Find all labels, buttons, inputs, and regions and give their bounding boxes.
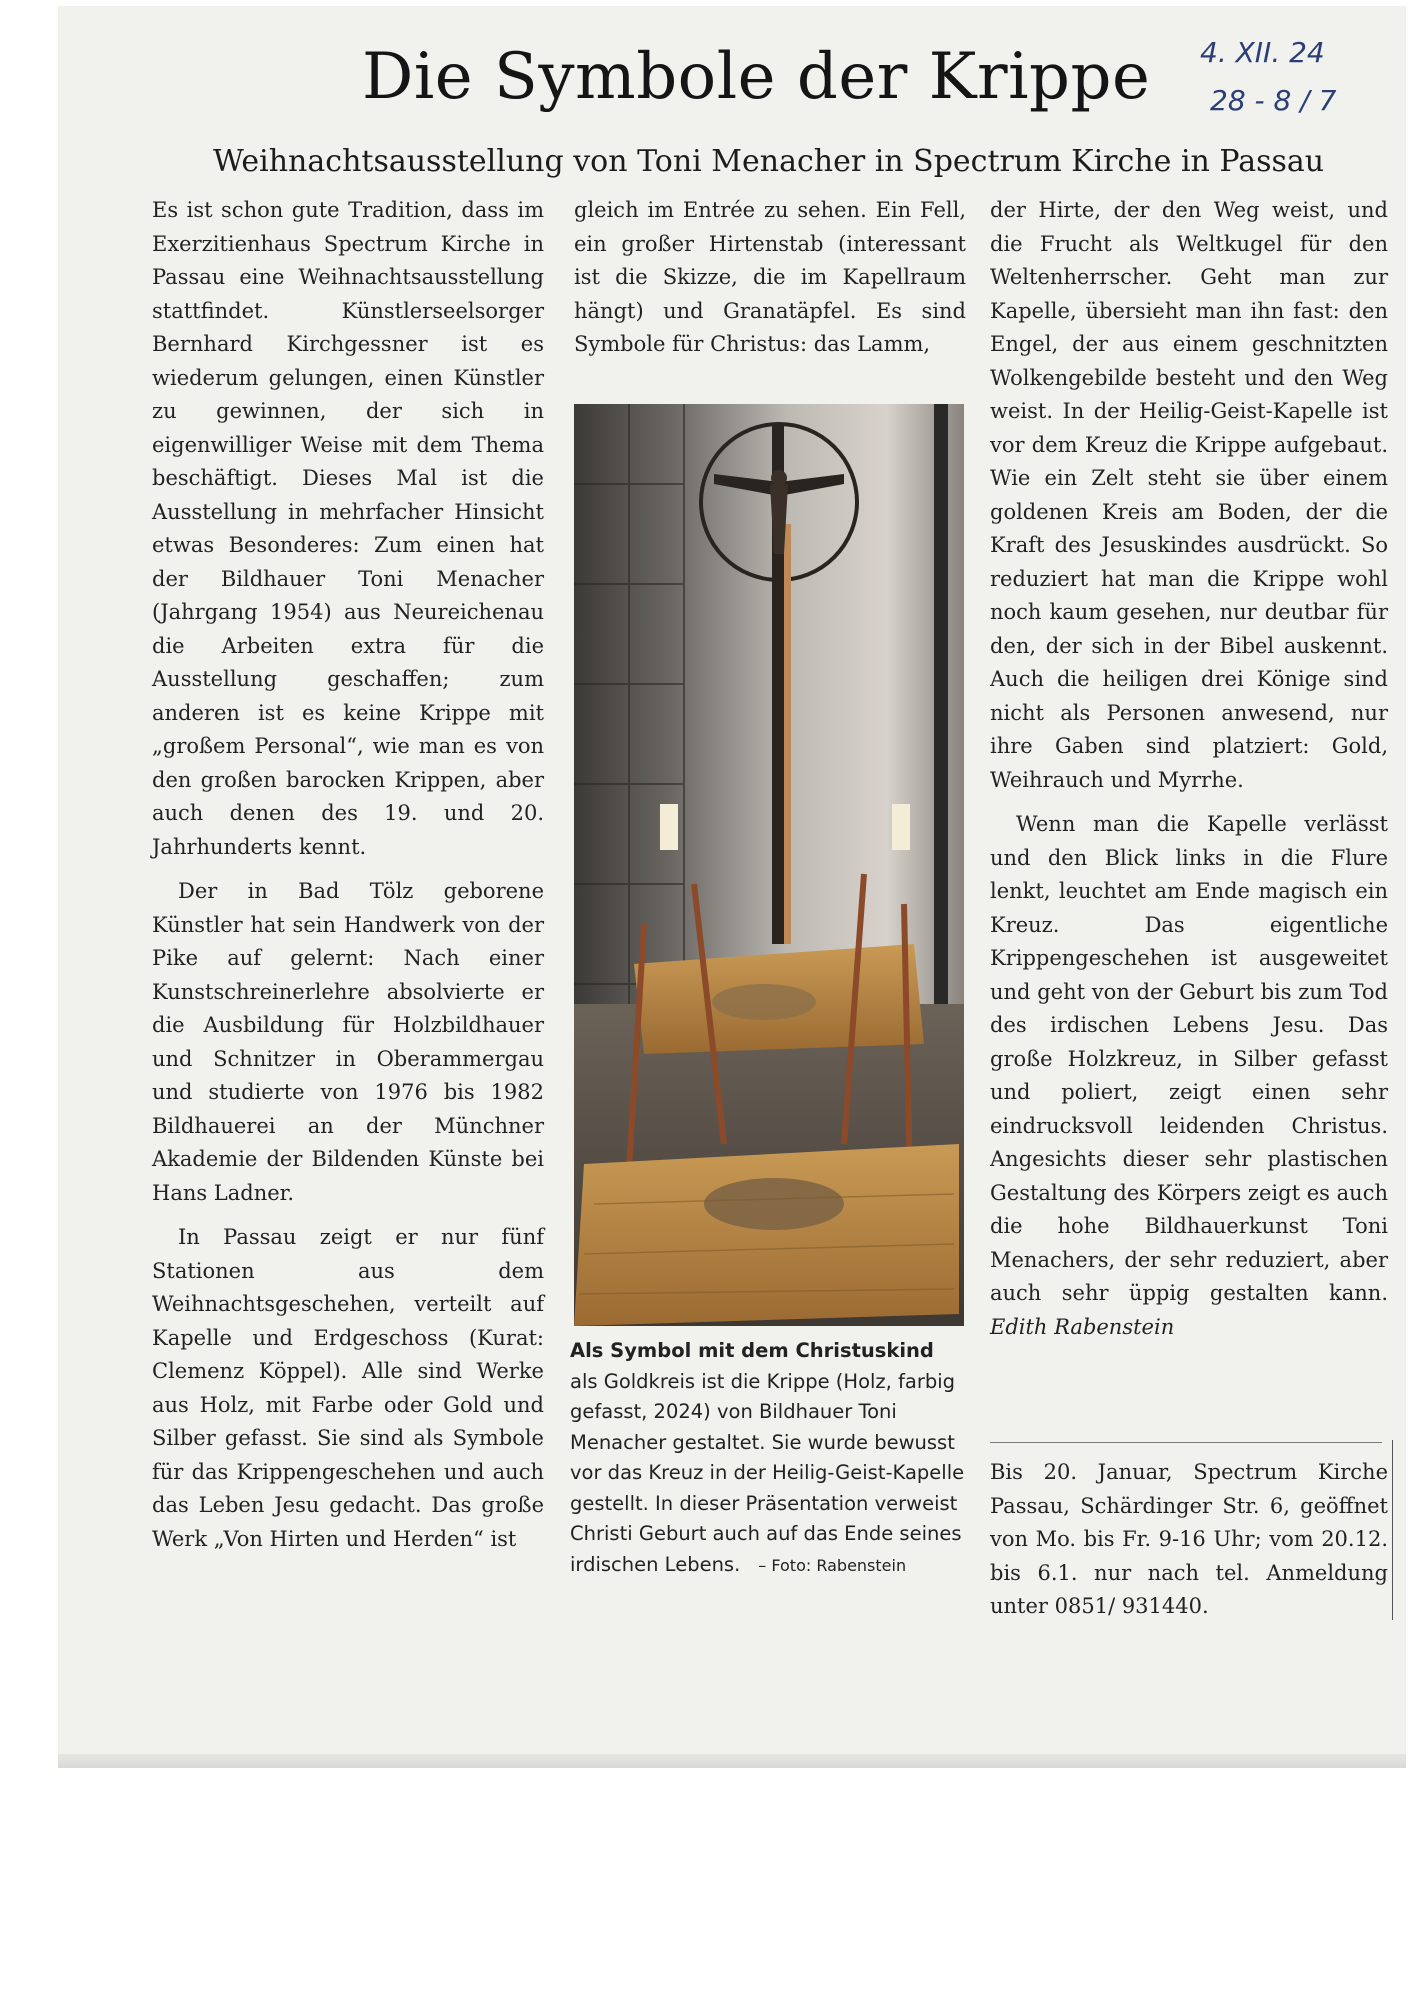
paragraph: Es ist schon gute Tradition, dass im Exerzitienhaus Spectrum Kirche in Passau eine Weihnachtsausstellung stattfindet. Künstlerseelsorger Bernhard Kirchgessner ist es wiederum gelungen, einen Künstler zu gewinnen, der sich in eigenwilliger Weise mit dem Thema beschäftigt. Dieses Mal ist die Ausstellung in mehrfacher Hinsicht etwas Besonderes: Zum einen hat der Bildhauer Toni Menacher (Jahrgang 1954) aus Neureichenau die Arbeiten extra für die Ausstellung geschaffen; zum anderen ist es keine Krippe mit „großem Personal“, wie man es von den großen barocken Krippen, aber auch denen des 19. und 20. Jahrhunderts kennt. [152, 198, 544, 859]
subheadline: Weihnachtsausstellung von Toni Menacher in Spectrum Kirche in Passau [213, 144, 1325, 179]
article-column-3 [990, 194, 1388, 1344]
handwritten-date: 4. XII. 24 [1200, 36, 1325, 69]
photo-caption [570, 1336, 966, 1581]
paragraph: Der in Bad Tölz geborene Künstler hat sein Handwerk von der Pike auf gelernt: Nach einer Kunstschreinerlehre absolvierte er die Ausbildung für Holzbildhauer und Schnitzer in Oberammergau und studierte von 1976 bis 1982 Bildhauerei an der Münchner Akademie der Bildenden Künste bei Hans Ladner. [152, 879, 544, 1205]
author-byline: Edith Rabenstein [990, 1314, 1175, 1339]
crib-photo [574, 404, 964, 1326]
paragraph: der Hirte, der den Weg weist, und die Frucht als Weltkugel für den Weltenherrscher. Geht man zur Kapelle, übersieht man ihn fast: den Engel, der aus einem geschnitzten Wolkengebilde besteht und den Weg weist. In der Heilig-Geist-Kapelle ist vor dem Kreuz die Krippe aufgebaut. Wie ein Zelt steht sie über einem goldenen Kreis am Boden, der die Kraft des Jesuskindes ausdrückt. So reduziert hat man die Krippe wohl noch kaum gesehen, nur deutbar für den, der sich in der Bibel auskennt. Auch die heiligen drei Könige sind nicht als Personen anwesend, nur ihre Gaben sind platziert: Gold, Weihrauch und Myrrhe. [990, 198, 1388, 792]
paragraph: In Passau zeigt er nur fünf Stationen aus dem Weihnachtsgeschehen, verteilt auf Kapelle und Erdgeschoss (Kurat: Clemenz Köppel). Alle sind Werke aus Holz, mit Farbe oder Gold und Silber gefasst. Sie sind als Symbole für das Krippengeschehen und auch das Leben Jesu gedacht. Das große Werk „Von Hirten und Herden“ ist [152, 1225, 544, 1551]
right-rule [1392, 1440, 1393, 1620]
paragraph: gleich im Entrée zu sehen. Ein Fell, ein großer Hirtenstab (interessant ist die Skizze, die im Kapellraum hängt) und Granatäpfel. Es sind Symbole für Christus: das Lamm, [574, 198, 966, 356]
article-column-1 [152, 194, 544, 1556]
paragraph [990, 808, 1388, 1344]
caption-lead: Als Symbol mit dem Christuskind [570, 1339, 934, 1362]
article-column-2 [574, 194, 966, 362]
handwritten-note: 28 - 8 / 7 [1210, 84, 1337, 117]
photo-credit: – Foto: Rabenstein [758, 1555, 907, 1575]
crib-photo-illustration [574, 404, 964, 1326]
exhibition-info: Bis 20. Januar, Spectrum Kirche Passau, Schärdinger Str. 6, geöffnet von Mo. bis Fr. 9-16 Uhr; vom 20.12. bis 6.1. nur nach tel. Anmeldung unter 0851/ 931440. [990, 1460, 1388, 1618]
caption-text: als Goldkreis ist die Krippe (Holz, farbig gefasst, 2024) von Bildhauer Toni Menacher gestaltet. Sie wurde bewusst vor das Kreuz in der Heilig-Geist-Kapelle gestellt. In dieser Präsentation verweist Christi Geburt auch auf das Ende seines irdischen Lebens. [570, 1369, 965, 1576]
info-separator [990, 1442, 1382, 1443]
paragraph-text: Wenn man die Kapelle verlässt und den Blick links in die Flure lenkt, leuchtet am Ende magisch ein Kreuz. Das eigentliche Krippengeschehen ist ausgeweitet und geht von der Geburt bis zum Tod des irdischen Lebens Jesu. Das große Holzkreuz, in Silber gefasst und poliert, zeigt einen sehr eindrucksvoll leidenden Christus. Angesichts dieser sehr plastischen Gestaltung des Körpers zeigt es auch die hohe Bildhauerkunst Toni Menachers, der sehr reduziert, aber auch sehr üppig gestalten kann. [990, 812, 1388, 1305]
headline: Die Symbole der Krippe [362, 40, 1151, 114]
